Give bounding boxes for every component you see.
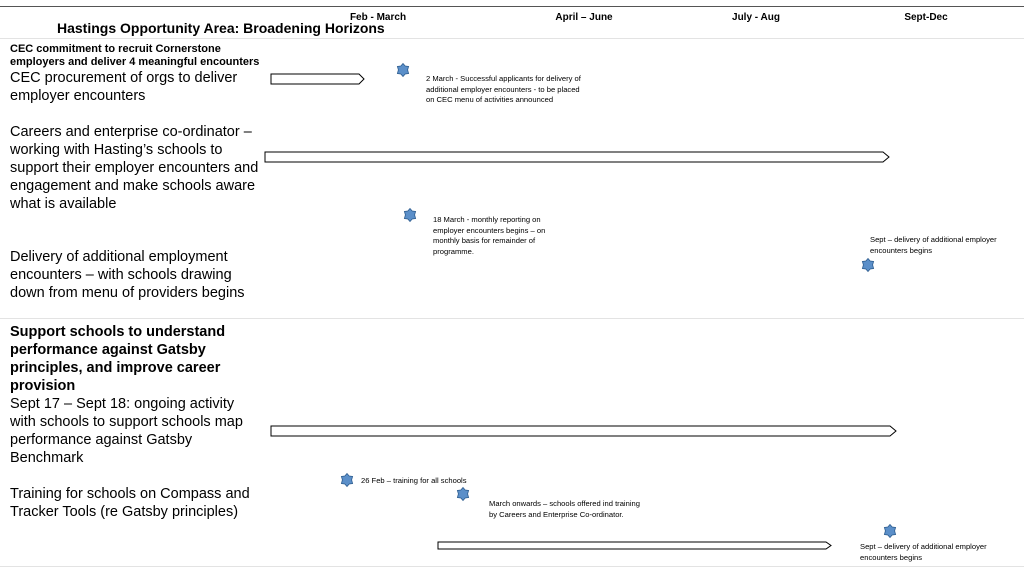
bottom-divider [0, 566, 1024, 567]
header-rule [0, 6, 1024, 7]
section1-item-delivery: Delivery of additional employment encounters – with schools drawing down from menu of providers begins [10, 249, 245, 301]
column-header-feb-march: Feb - March [349, 12, 407, 23]
milestone-star-icon [861, 258, 875, 272]
column-header-sept-dec: Sept-Dec [904, 12, 948, 23]
column-header-july-aug: July - Aug [732, 12, 780, 23]
note-26-feb: 26 Feb – training for all schools [361, 476, 467, 485]
milestone-star-icon [883, 524, 897, 538]
section2-heading: Support schools to understand performance against Gatsby principles, and improve career provision [10, 324, 226, 394]
header-divider [0, 38, 1024, 39]
section1-heading: CEC commitment to recruit Cornerstone employers and deliver 4 meaningful encounters [10, 43, 260, 68]
timeline-arrow-coordinator [264, 151, 892, 163]
timeline-arrow-gatsby-mapping [270, 425, 900, 437]
section2-item-gatsby-mapping: Sept 17 – Sept 18: ongoing activity with schools to support schools map performance against Gatsby Benchmark [10, 396, 243, 466]
timeline-arrow-procurement [270, 73, 366, 85]
timeline-arrow-training [437, 541, 834, 551]
note-18-march: 18 March - monthly reporting on employer encounters begins – on monthly basis for remainder of programme. [433, 215, 546, 256]
section1-item-procurement: CEC procurement of orgs to deliver employer encounters [10, 70, 238, 104]
note-sept-delivery: Sept – delivery of additional employer encounters begins [870, 235, 997, 255]
note-march-onwards: March onwards – schools offered ind training by Careers and Enterprise Co-ordinator. [489, 499, 640, 519]
section1-item-coordinator: Careers and enterprise co-ordinator – working with Hasting’s schools to support their employer encounters and engagement and make schools aware what is available [10, 124, 259, 212]
milestone-star-icon [340, 473, 354, 487]
milestone-star-icon [456, 487, 470, 501]
page-title: Hastings Opportunity Area: Broadening Horizons [57, 20, 385, 36]
section-divider [0, 318, 1024, 319]
note-2-march: 2 March - Successful applicants for delivery of additional employer encounters - to be placed on CEC menu of activities announced [426, 74, 581, 104]
milestone-star-icon [396, 63, 410, 77]
milestone-star-icon [403, 208, 417, 222]
column-header-april-june: April – June [555, 12, 613, 23]
note-sept-delivery-2: Sept – delivery of additional employer encounters begins [860, 542, 987, 562]
section2-item-training: Training for schools on Compass and Tracker Tools (re Gatsby principles) [10, 486, 250, 520]
